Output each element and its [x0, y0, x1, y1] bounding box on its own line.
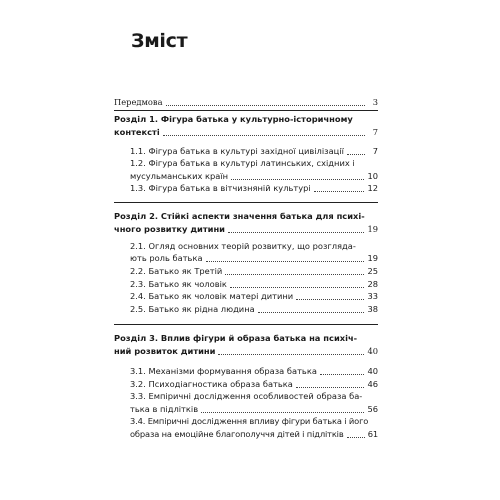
toc-entry-2-2[interactable]	[130, 266, 378, 277]
dot-leader	[296, 387, 365, 388]
page-title: Зміст	[131, 30, 188, 52]
toc-entry-text: 3.4. Емпіричні дослідження впливу фігури батька і його	[130, 416, 369, 426]
toc-entry-text: 3.2. Психодіагностика образа батька	[130, 379, 293, 389]
toc-page-number: 61	[367, 429, 378, 439]
toc-entry-text: 2.3. Батько як чоловік	[130, 279, 227, 289]
dot-leader	[228, 232, 364, 233]
toc-entry-text: 3.1. Механізми формування образа батька	[130, 366, 317, 376]
toc-page-number: 33	[367, 291, 378, 301]
toc-page-number: 25	[367, 266, 378, 276]
toc-entry-text: 1.3. Фігура батька в вітчизняній культурі	[130, 183, 311, 193]
toc-entry-text: 2.1. Огляд основних теорій розвитку, що розгляда-	[130, 241, 356, 251]
toc-entry-1-3[interactable]	[130, 183, 378, 194]
toc-entry-text: 2.4. Батько як чоловік матері дитини	[130, 291, 294, 301]
dot-leader	[230, 287, 365, 288]
toc-entry-text: Передмова	[114, 97, 163, 107]
dot-leader	[166, 105, 365, 106]
section-heading-line: Розділ 3. Вплив фігури й образа батька на психіч-	[114, 333, 358, 343]
toc-entry-text: 3.3. Емпіричні дослідження особливостей образа ба-	[130, 391, 363, 401]
toc-entry-section-2[interactable]	[114, 224, 378, 235]
toc-page-number: 3	[372, 97, 378, 107]
toc-entry-2-1[interactable]	[130, 253, 378, 264]
dot-leader	[296, 299, 364, 300]
toc-page-number: 46	[367, 379, 378, 389]
toc-entry-text: 1.2. Фігура батька в культурі латинських, східних і	[130, 158, 355, 168]
toc-entry-3-1[interactable]	[130, 366, 378, 377]
toc-entry-text: образа на емоційне благополуччя дітей і підлітків	[130, 429, 344, 439]
toc-entry-text: 1.1. Фігура батька в культурі західної цивілізації	[130, 146, 344, 156]
toc-page-number: 7	[372, 127, 378, 137]
toc-page-number: 56	[367, 404, 378, 414]
toc-page-number: 10	[367, 171, 378, 181]
toc-entry-preface[interactable]	[114, 97, 378, 108]
toc-page-number: 28	[367, 279, 378, 289]
toc-entry-1-1[interactable]	[130, 146, 378, 157]
section-heading-line: контексті	[114, 127, 160, 137]
toc-entry-text: ють роль батька	[130, 253, 203, 263]
section-heading-line: чного розвитку дитини	[114, 224, 225, 234]
toc-entry-text: 2.5. Батько як рідна людина	[130, 304, 255, 314]
dot-leader	[206, 261, 365, 262]
toc-entry-3-2[interactable]	[130, 379, 378, 390]
dot-leader	[218, 354, 364, 355]
dot-leader	[201, 412, 364, 413]
section-heading-line: ний розвиток дитини	[114, 346, 216, 356]
toc-entry-1-2[interactable]	[130, 171, 378, 182]
dot-leader	[320, 374, 365, 375]
toc-entry-text: 2.2. Батько як Третій	[130, 266, 223, 276]
dot-leader	[258, 312, 365, 313]
toc-page-number: 7	[372, 146, 378, 156]
section-divider	[114, 202, 378, 203]
toc-page-number: 19	[367, 253, 378, 263]
dot-leader	[347, 437, 365, 438]
dot-leader	[163, 135, 365, 136]
dot-leader	[314, 191, 365, 192]
toc-entry-2-3[interactable]	[130, 279, 378, 290]
section-heading-line: Розділ 1. Фігура батька у культурно-історичному	[114, 114, 353, 124]
toc-page-number: 12	[367, 183, 378, 193]
section-divider	[114, 324, 378, 325]
section-divider	[114, 110, 378, 111]
toc-page-number: 40	[367, 366, 378, 376]
toc-entry-3-3[interactable]	[130, 404, 378, 415]
dot-leader	[231, 179, 364, 180]
section-heading-line: Розділ 2. Стійкі аспекти значення батька для психі-	[114, 211, 365, 221]
toc-entry-section-3[interactable]	[114, 346, 378, 357]
dot-leader	[225, 274, 364, 275]
toc-page-number: 38	[367, 304, 378, 314]
dot-leader	[347, 154, 365, 155]
toc-page-number: 19	[367, 224, 378, 234]
toc-page-number: 40	[367, 346, 378, 356]
toc-entry-text: мусульманських країн	[130, 171, 229, 181]
toc-entry-2-4[interactable]	[130, 291, 378, 302]
toc-entry-3-4[interactable]	[130, 429, 378, 440]
toc-entry-section-1[interactable]	[114, 127, 378, 138]
toc-entry-2-5[interactable]	[130, 304, 378, 315]
toc-entry-text: тька в підлітків	[130, 404, 199, 414]
